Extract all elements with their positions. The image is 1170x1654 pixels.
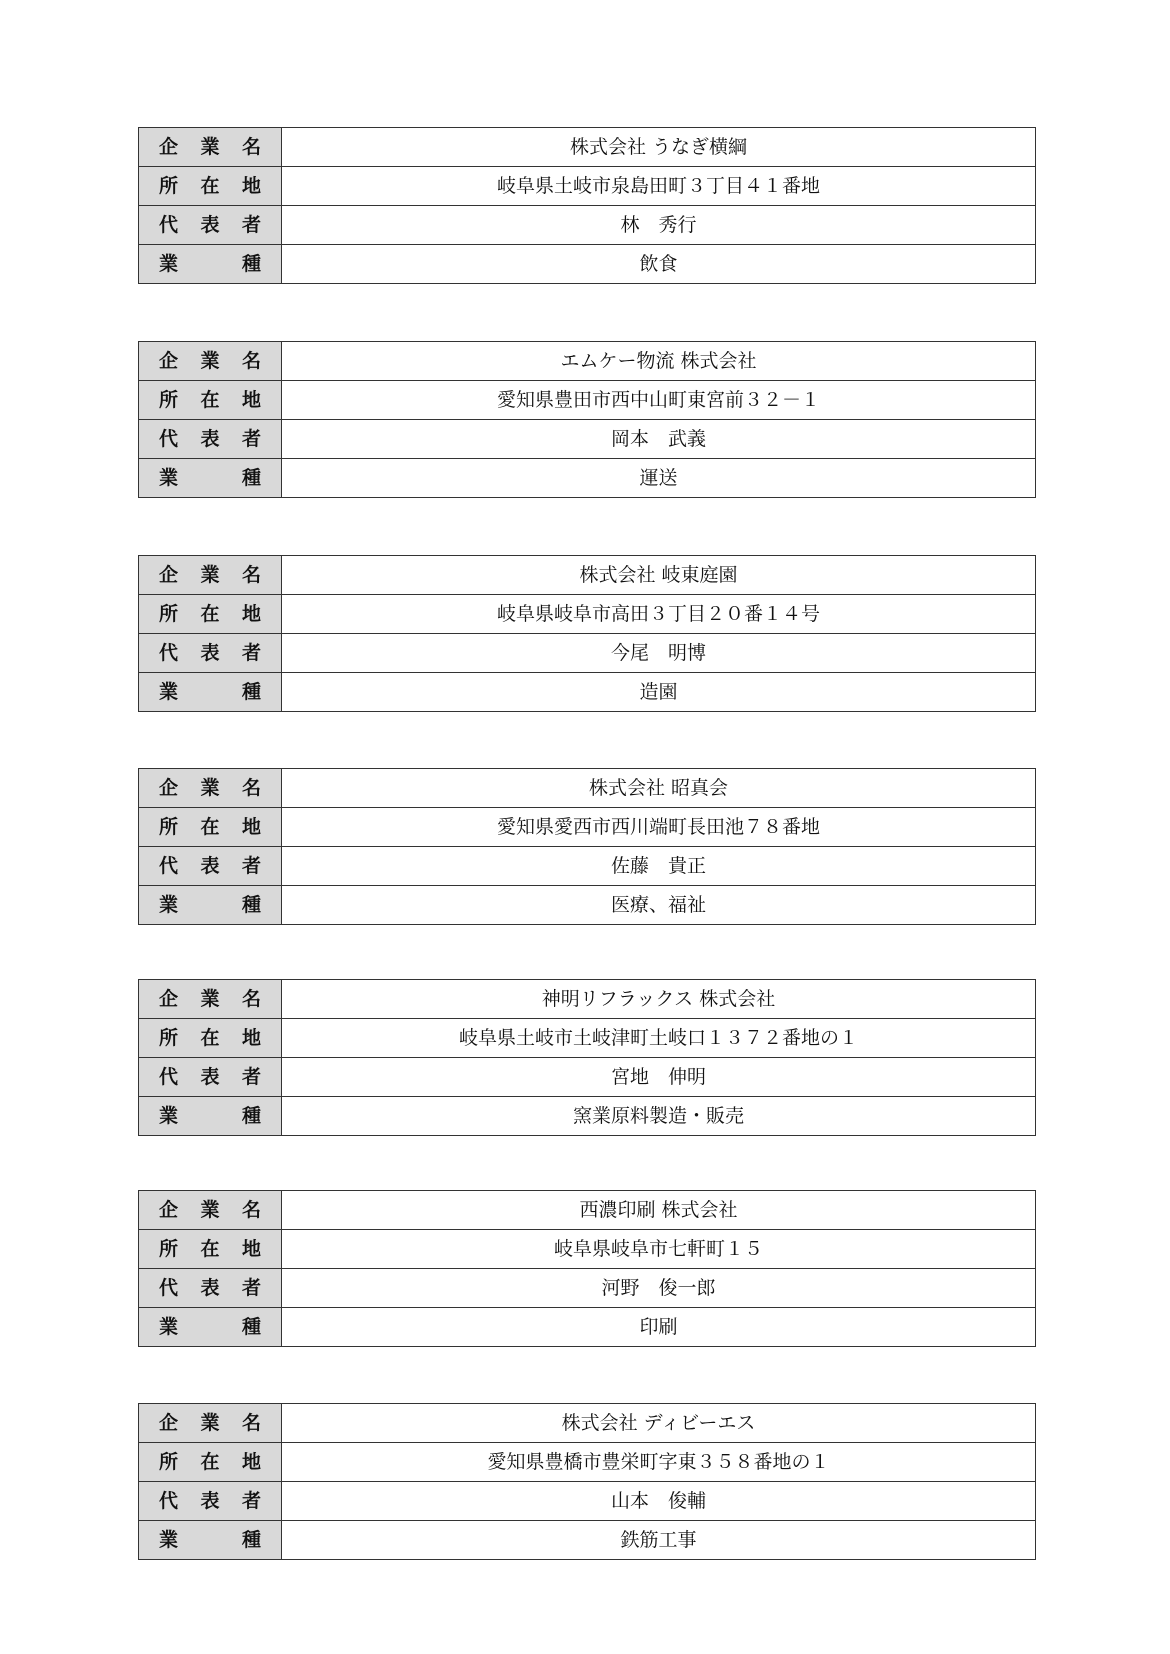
address-value: 岐阜県土岐市泉島田町３丁目４１番地 bbox=[282, 167, 1036, 206]
address-value: 愛知県豊田市西中山町東宮前３２－１ bbox=[282, 381, 1036, 420]
address-label: 所 在 地 bbox=[139, 595, 282, 634]
industry-row bbox=[139, 1308, 1036, 1347]
representative-value: 林 秀行 bbox=[282, 206, 1036, 245]
representative-value: 山本 俊輔 bbox=[282, 1482, 1036, 1521]
company-name-row bbox=[139, 1191, 1036, 1230]
address-row bbox=[139, 595, 1036, 634]
company-name-value: 株式会社 ディビーエス bbox=[282, 1404, 1036, 1443]
industry-value: 飲食 bbox=[282, 245, 1036, 284]
company-name-row bbox=[139, 769, 1036, 808]
industry-row bbox=[139, 459, 1036, 498]
address-label: 所 在 地 bbox=[139, 1443, 282, 1482]
address-value: 岐阜県土岐市土岐津町土岐口１３７２番地の１ bbox=[282, 1019, 1036, 1058]
company-name-value: 西濃印刷 株式会社 bbox=[282, 1191, 1036, 1230]
company-name-row bbox=[139, 980, 1036, 1019]
address-label: 所 在 地 bbox=[139, 808, 282, 847]
industry-label: 業 種 bbox=[139, 886, 282, 925]
company-name-value: 株式会社 うなぎ横綱 bbox=[282, 128, 1036, 167]
company-table bbox=[138, 768, 1036, 925]
company-name-row bbox=[139, 342, 1036, 381]
address-value: 愛知県豊橋市豊栄町字東３５８番地の１ bbox=[282, 1443, 1036, 1482]
industry-value: 印刷 bbox=[282, 1308, 1036, 1347]
representative-value: 今尾 明博 bbox=[282, 634, 1036, 673]
industry-row bbox=[139, 245, 1036, 284]
representative-label: 代 表 者 bbox=[139, 206, 282, 245]
company-name-label: 企 業 名 bbox=[139, 1404, 282, 1443]
company-name-value: 株式会社 昭真会 bbox=[282, 769, 1036, 808]
address-row bbox=[139, 1019, 1036, 1058]
industry-value: 鉄筋工事 bbox=[282, 1521, 1036, 1560]
industry-value: 造園 bbox=[282, 673, 1036, 712]
representative-label: 代 表 者 bbox=[139, 420, 282, 459]
address-value: 岐阜県岐阜市七軒町１５ bbox=[282, 1230, 1036, 1269]
industry-label: 業 種 bbox=[139, 459, 282, 498]
company-name-row bbox=[139, 128, 1036, 167]
representative-row bbox=[139, 634, 1036, 673]
industry-row bbox=[139, 673, 1036, 712]
company-table bbox=[138, 127, 1036, 284]
company-table bbox=[138, 555, 1036, 712]
company-name-label: 企 業 名 bbox=[139, 1191, 282, 1230]
company-table bbox=[138, 979, 1036, 1136]
representative-value: 宮地 伸明 bbox=[282, 1058, 1036, 1097]
industry-row bbox=[139, 886, 1036, 925]
address-label: 所 在 地 bbox=[139, 381, 282, 420]
address-row bbox=[139, 381, 1036, 420]
representative-row bbox=[139, 420, 1036, 459]
representative-row bbox=[139, 1482, 1036, 1521]
industry-value: 医療、福祉 bbox=[282, 886, 1036, 925]
representative-label: 代 表 者 bbox=[139, 1482, 282, 1521]
representative-row bbox=[139, 1269, 1036, 1308]
company-name-value: 神明リフラックス 株式会社 bbox=[282, 980, 1036, 1019]
address-row bbox=[139, 167, 1036, 206]
company-name-row bbox=[139, 556, 1036, 595]
company-name-value: エムケー物流 株式会社 bbox=[282, 342, 1036, 381]
representative-label: 代 表 者 bbox=[139, 1269, 282, 1308]
industry-label: 業 種 bbox=[139, 673, 282, 712]
company-table bbox=[138, 341, 1036, 498]
company-name-label: 企 業 名 bbox=[139, 556, 282, 595]
representative-label: 代 表 者 bbox=[139, 634, 282, 673]
address-value: 岐阜県岐阜市高田３丁目２０番１４号 bbox=[282, 595, 1036, 634]
address-row bbox=[139, 1230, 1036, 1269]
company-table bbox=[138, 1190, 1036, 1347]
company-name-value: 株式会社 岐東庭園 bbox=[282, 556, 1036, 595]
representative-value: 岡本 武義 bbox=[282, 420, 1036, 459]
industry-label: 業 種 bbox=[139, 1308, 282, 1347]
address-label: 所 在 地 bbox=[139, 1019, 282, 1058]
representative-row bbox=[139, 1058, 1036, 1097]
industry-row bbox=[139, 1521, 1036, 1560]
company-name-row bbox=[139, 1404, 1036, 1443]
company-name-label: 企 業 名 bbox=[139, 128, 282, 167]
company-table bbox=[138, 1403, 1036, 1560]
representative-row bbox=[139, 206, 1036, 245]
address-label: 所 在 地 bbox=[139, 167, 282, 206]
representative-value: 佐藤 貴正 bbox=[282, 847, 1036, 886]
industry-value: 窯業原料製造・販売 bbox=[282, 1097, 1036, 1136]
representative-value: 河野 俊一郎 bbox=[282, 1269, 1036, 1308]
address-row bbox=[139, 808, 1036, 847]
industry-value: 運送 bbox=[282, 459, 1036, 498]
industry-label: 業 種 bbox=[139, 1521, 282, 1560]
company-name-label: 企 業 名 bbox=[139, 342, 282, 381]
representative-row bbox=[139, 847, 1036, 886]
address-row bbox=[139, 1443, 1036, 1482]
industry-label: 業 種 bbox=[139, 1097, 282, 1136]
company-name-label: 企 業 名 bbox=[139, 980, 282, 1019]
industry-label: 業 種 bbox=[139, 245, 282, 284]
industry-row bbox=[139, 1097, 1036, 1136]
address-label: 所 在 地 bbox=[139, 1230, 282, 1269]
company-name-label: 企 業 名 bbox=[139, 769, 282, 808]
representative-label: 代 表 者 bbox=[139, 1058, 282, 1097]
representative-label: 代 表 者 bbox=[139, 847, 282, 886]
address-value: 愛知県愛西市西川端町長田池７８番地 bbox=[282, 808, 1036, 847]
